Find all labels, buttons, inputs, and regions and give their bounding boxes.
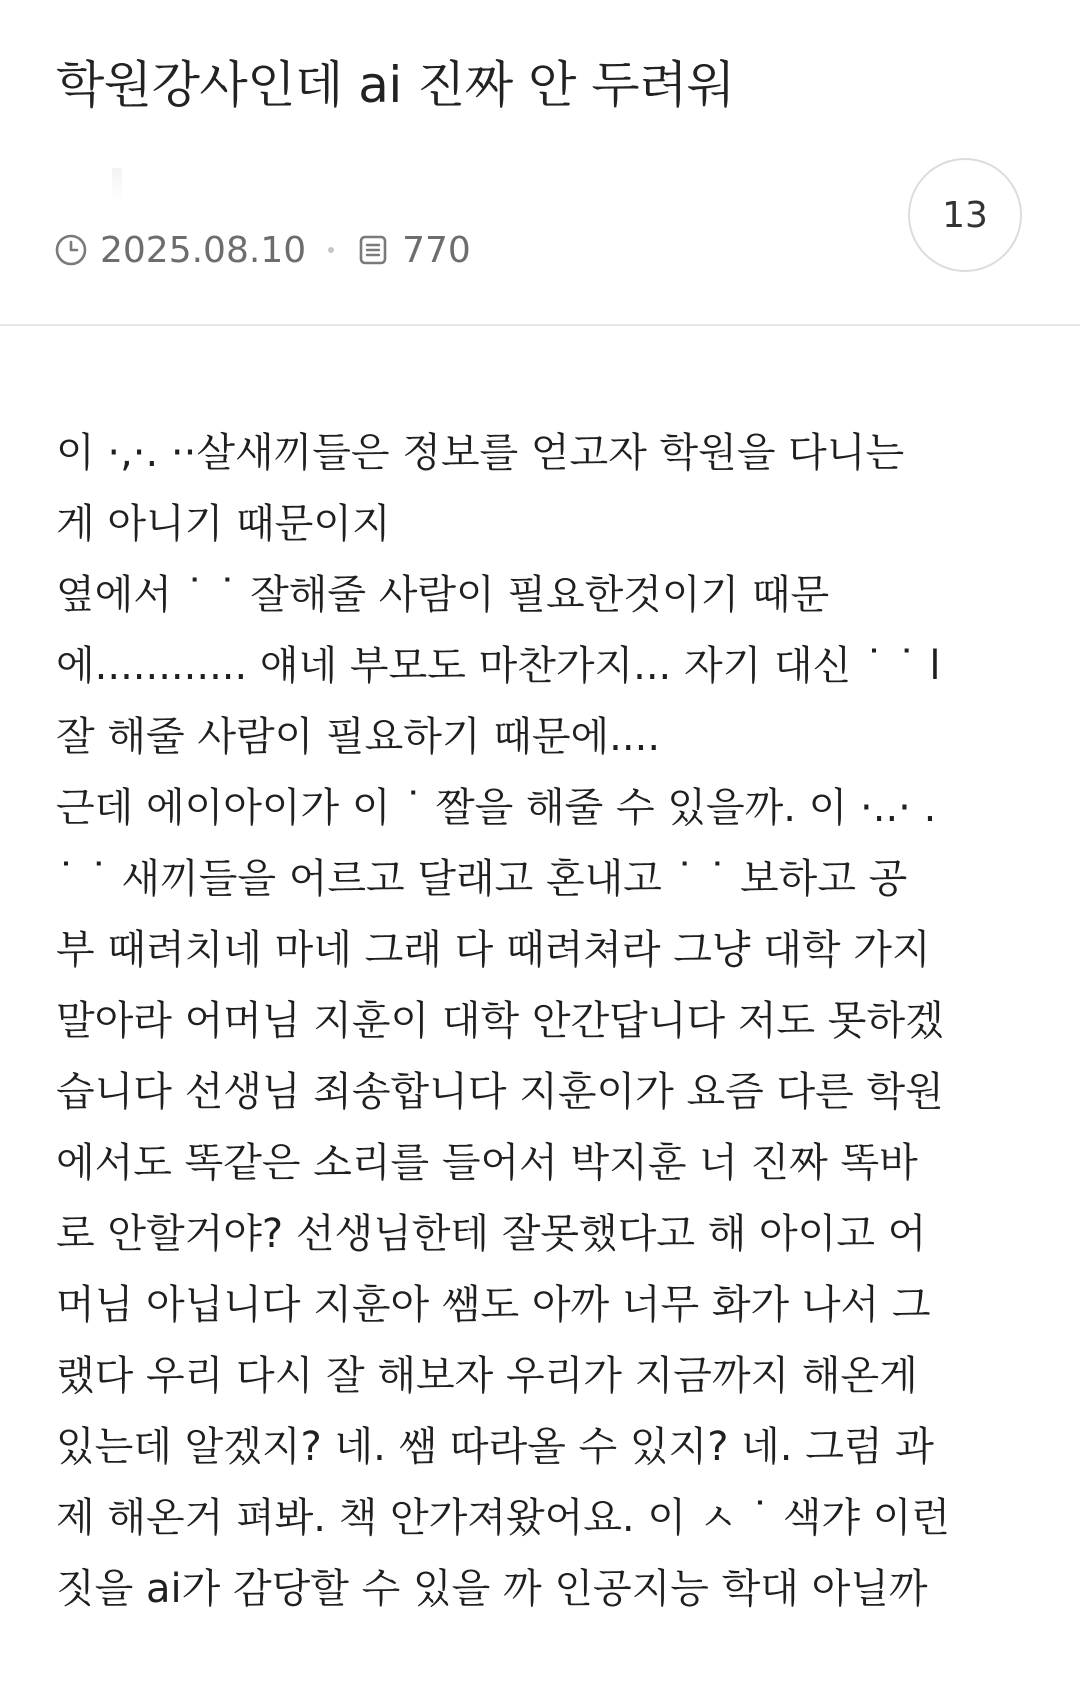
body-line: 로 안할거야? 선생님한테 잘못했다고 해 아이고 어 bbox=[56, 1211, 927, 1257]
clock-icon bbox=[54, 233, 88, 267]
body-line: 옆에서 ˙ ˙ 잘해줄 사람이 필요한것이기 때문 bbox=[56, 572, 830, 618]
post-meta bbox=[54, 224, 471, 276]
post-date: 2025.08.10 bbox=[100, 229, 307, 271]
comment-count-button[interactable]: 13 bbox=[908, 158, 1022, 272]
body-line: 말아라 어머님 지훈이 대학 안간답니다 저도 못하겠 bbox=[56, 998, 944, 1044]
body-line: 부 때려치네 마네 그래 다 때려쳐라 그냥 대학 가지 bbox=[56, 927, 931, 973]
body-line: 랬다 우리 다시 잘 해보자 우리가 지금까지 해온게 bbox=[56, 1353, 918, 1399]
body-line: 제 해온거 펴봐. 책 안가져왔어요. 이 ㅅ ˙ 색갸 이런 bbox=[56, 1495, 951, 1541]
meta-separator bbox=[328, 247, 334, 253]
body-line: 게 아니기 때문이지 bbox=[56, 501, 391, 547]
body-line: ˙ ˙ 새끼들을 어르고 달래고 혼내고 ˙ ˙ 보하고 공 bbox=[56, 856, 908, 902]
body-line: 습니다 선생님 죄송합니다 지훈이가 요즘 다른 학원 bbox=[56, 1069, 944, 1115]
post-body bbox=[56, 418, 1024, 1625]
body-line: 잘 해줄 사람이 필요하기 때문에.... bbox=[56, 714, 661, 760]
post-header bbox=[0, 0, 1080, 324]
author-name-redacted bbox=[112, 168, 122, 202]
document-icon bbox=[356, 233, 390, 267]
header-divider bbox=[0, 324, 1080, 326]
body-line: 있는데 알겠지? 네. 쌤 따라올 수 있지? 네. 그럼 과 bbox=[56, 1424, 934, 1470]
body-line: 짓을 ai가 감당할 수 있을 까 인공지능 학대 아닐까 bbox=[56, 1566, 928, 1612]
post-title: 학원강사인데 ai 진짜 안 두려워 bbox=[56, 56, 735, 114]
body-line: 에서도 똑같은 소리를 들어서 박지훈 너 진짜 똑바 bbox=[56, 1140, 918, 1186]
body-line: 근데 에이아이가 이 ˙ 짤을 해줄 수 있을까. 이 ·..· . bbox=[56, 785, 937, 831]
body-line: 에............ 얘네 부모도 마찬가지... 자기 대신 ˙ ˙ l bbox=[56, 643, 941, 689]
body-line: 이 ·,·. ··살새끼들은 정보를 얻고자 학원을 다니는 bbox=[56, 430, 905, 476]
view-count: 770 bbox=[402, 229, 471, 271]
body-line: 머님 아닙니다 지훈아 쌤도 아까 너무 화가 나서 그 bbox=[56, 1282, 931, 1328]
